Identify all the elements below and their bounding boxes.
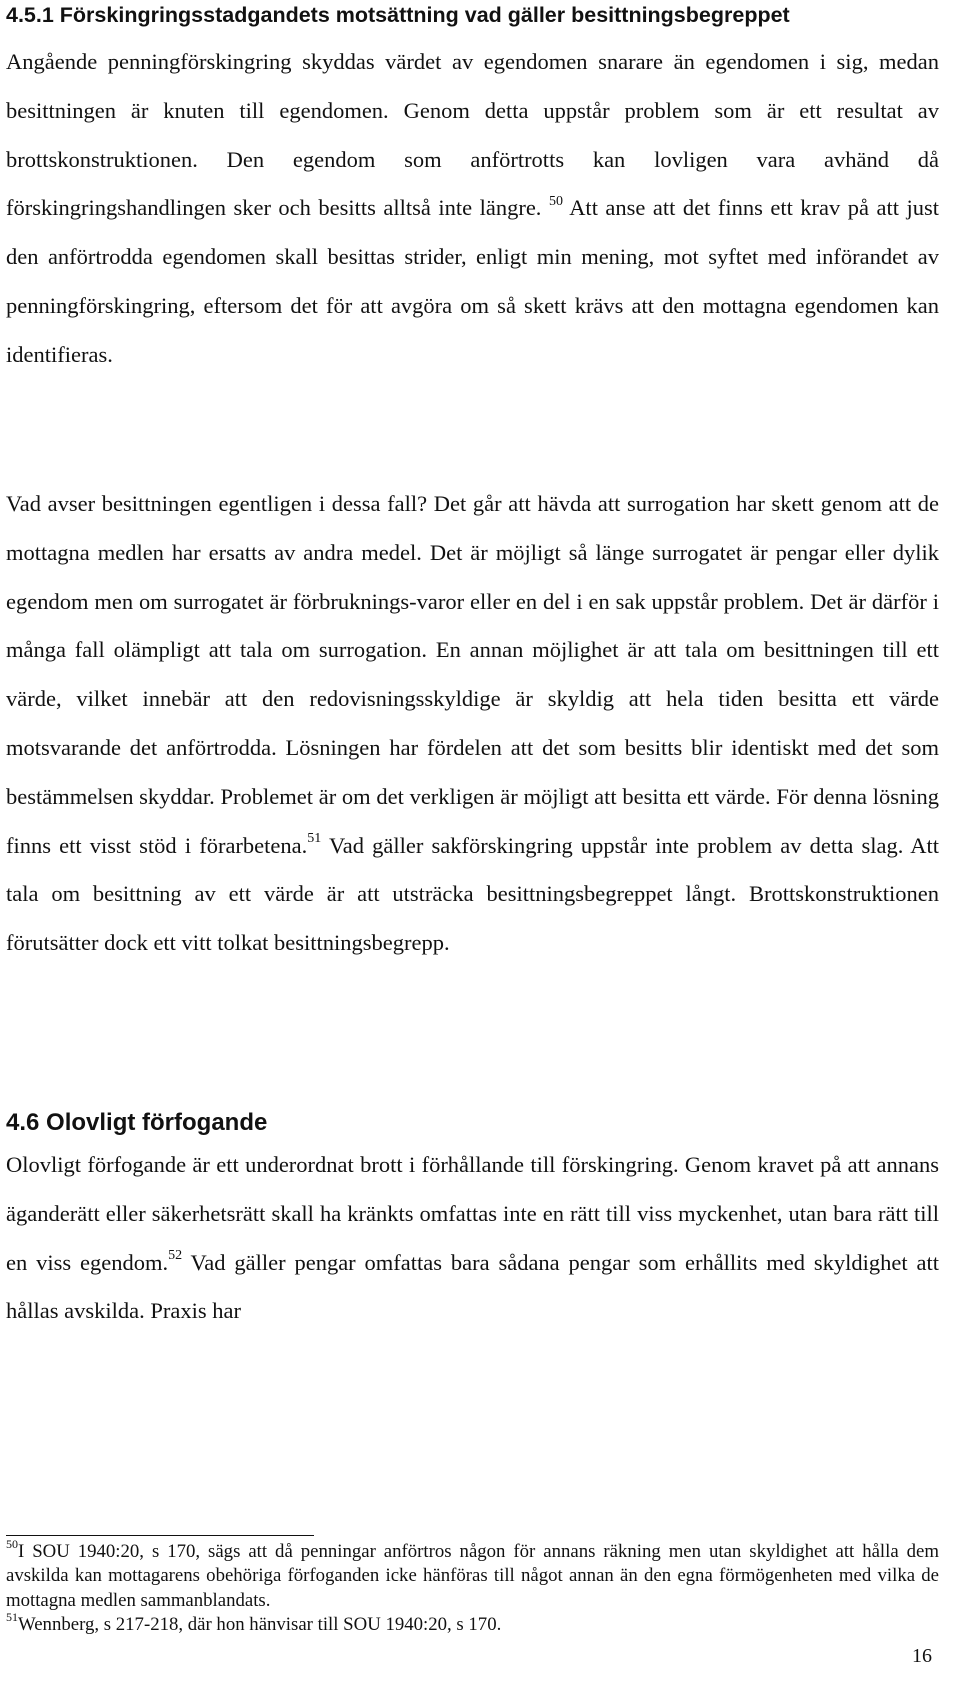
paragraph-text: Vad avser besittningen egentligen i dessa fall? Det går att hävda att surrogation har skett genom att de mottagna medlen har ersatts av andra medel. Det är möjligt så länge surrogatet är pengar eller dylik egendom men om surrogatet är förbruknings-varor eller en del i en sak uppstår problem. Det är därför i många fall olämpligt att tala om surrogation. En annan möjlighet är att tala om besittningen till ett värde, vilket innebär att den redovisningsskyldige är skyldig att hela tiden besitta ett värde motsvarande det anförtrodda. Lösningen har fördelen att det som besitts blir identiskt med det som bestämmelsen skyddar. Problemet är om det verkligen är möjligt att besitta ett värde. För denna lösning finns ett visst stöd i förarbetena. [6,491,939,858]
paragraph-olovligt-forfogande [6,1141,939,1336]
paragraph-penningforskingring [6,38,939,380]
page-number: 16 [912,1645,932,1667]
footnote-number: 50 [6,1536,18,1551]
footnote-number: 51 [6,1609,18,1624]
paragraph-text: Olovligt förfogande är ett underordnat brott i förhållande till förskingring. Genom kravet på att annans äganderätt eller säkerhetsrätt skall ha kränkts omfattas inte en rätt till viss myckenhet, utan bara rätt till en viss egendom. [6,1152,939,1275]
paragraph-text: Vad gäller sakförskingring uppstår inte problem av detta slag. Att tala om besittning av ett värde är att utsträcka besittningsbegreppet långt. Brottskonstruktionen förutsätter dock ett vitt tolkat besittningsbegrepp. [6,832,939,956]
paragraph-text: Angående penningförskingring skyddas värdet av egendomen snarare än egendomen i sig, medan besittningen är knuten till egendomen. Genom detta uppstår problem som är ett resultat av brottskonstruktionen. Den egendom som anförtrotts kan lovligen vara avhänd då förskingringshandlingen sker och besitts alltså inte längre. [6,49,939,221]
footnote-separator [6,1535,314,1536]
footnote-ref-52[interactable]: 52 [168,1248,183,1264]
footnote-ref-50[interactable]: 50 [548,193,563,209]
paragraph-text: Vad gäller pengar omfattas bara sådana pengar som erhållits med skyldighet att hållas avskilda. Praxis har [6,1249,939,1324]
footnotes [6,1536,939,1638]
footnote-ref-51[interactable]: 51 [307,831,322,847]
footnote-51 [6,1609,939,1637]
footnote-text: Wennberg, s 217-218, där hon hänvisar till SOU 1940:20, s 170. [18,1614,502,1636]
footnote-text: I SOU 1940:20, s 170, sägs att då penningar anförtros någon för annans räkning men utan skyldighet att hålla dem avskilda kan mottagarens obehöriga förfoganden icke hänföras till något annan än den egna förmögenheten med vilka de mottagna medlen sammanblandats. [6,1541,939,1611]
paragraph-text: Att anse att det finns ett krav på att just den anförtrodda egendomen skall besittas strider, enligt min mening, mot syftet med införandet av penningförskingring, eftersom det för att avgöra om så skett krävs att den mottagna egendomen kan identifieras. [6,195,939,367]
section-heading-4-6: 4.6 Olovligt förfogande [6,1109,268,1136]
footnote-50 [6,1536,939,1613]
paragraph-besittning-varde [6,480,939,968]
section-heading-4-5-1: 4.5.1 Förskingringsstadgandets motsättning vad gäller besittningsbegreppet [6,3,790,27]
